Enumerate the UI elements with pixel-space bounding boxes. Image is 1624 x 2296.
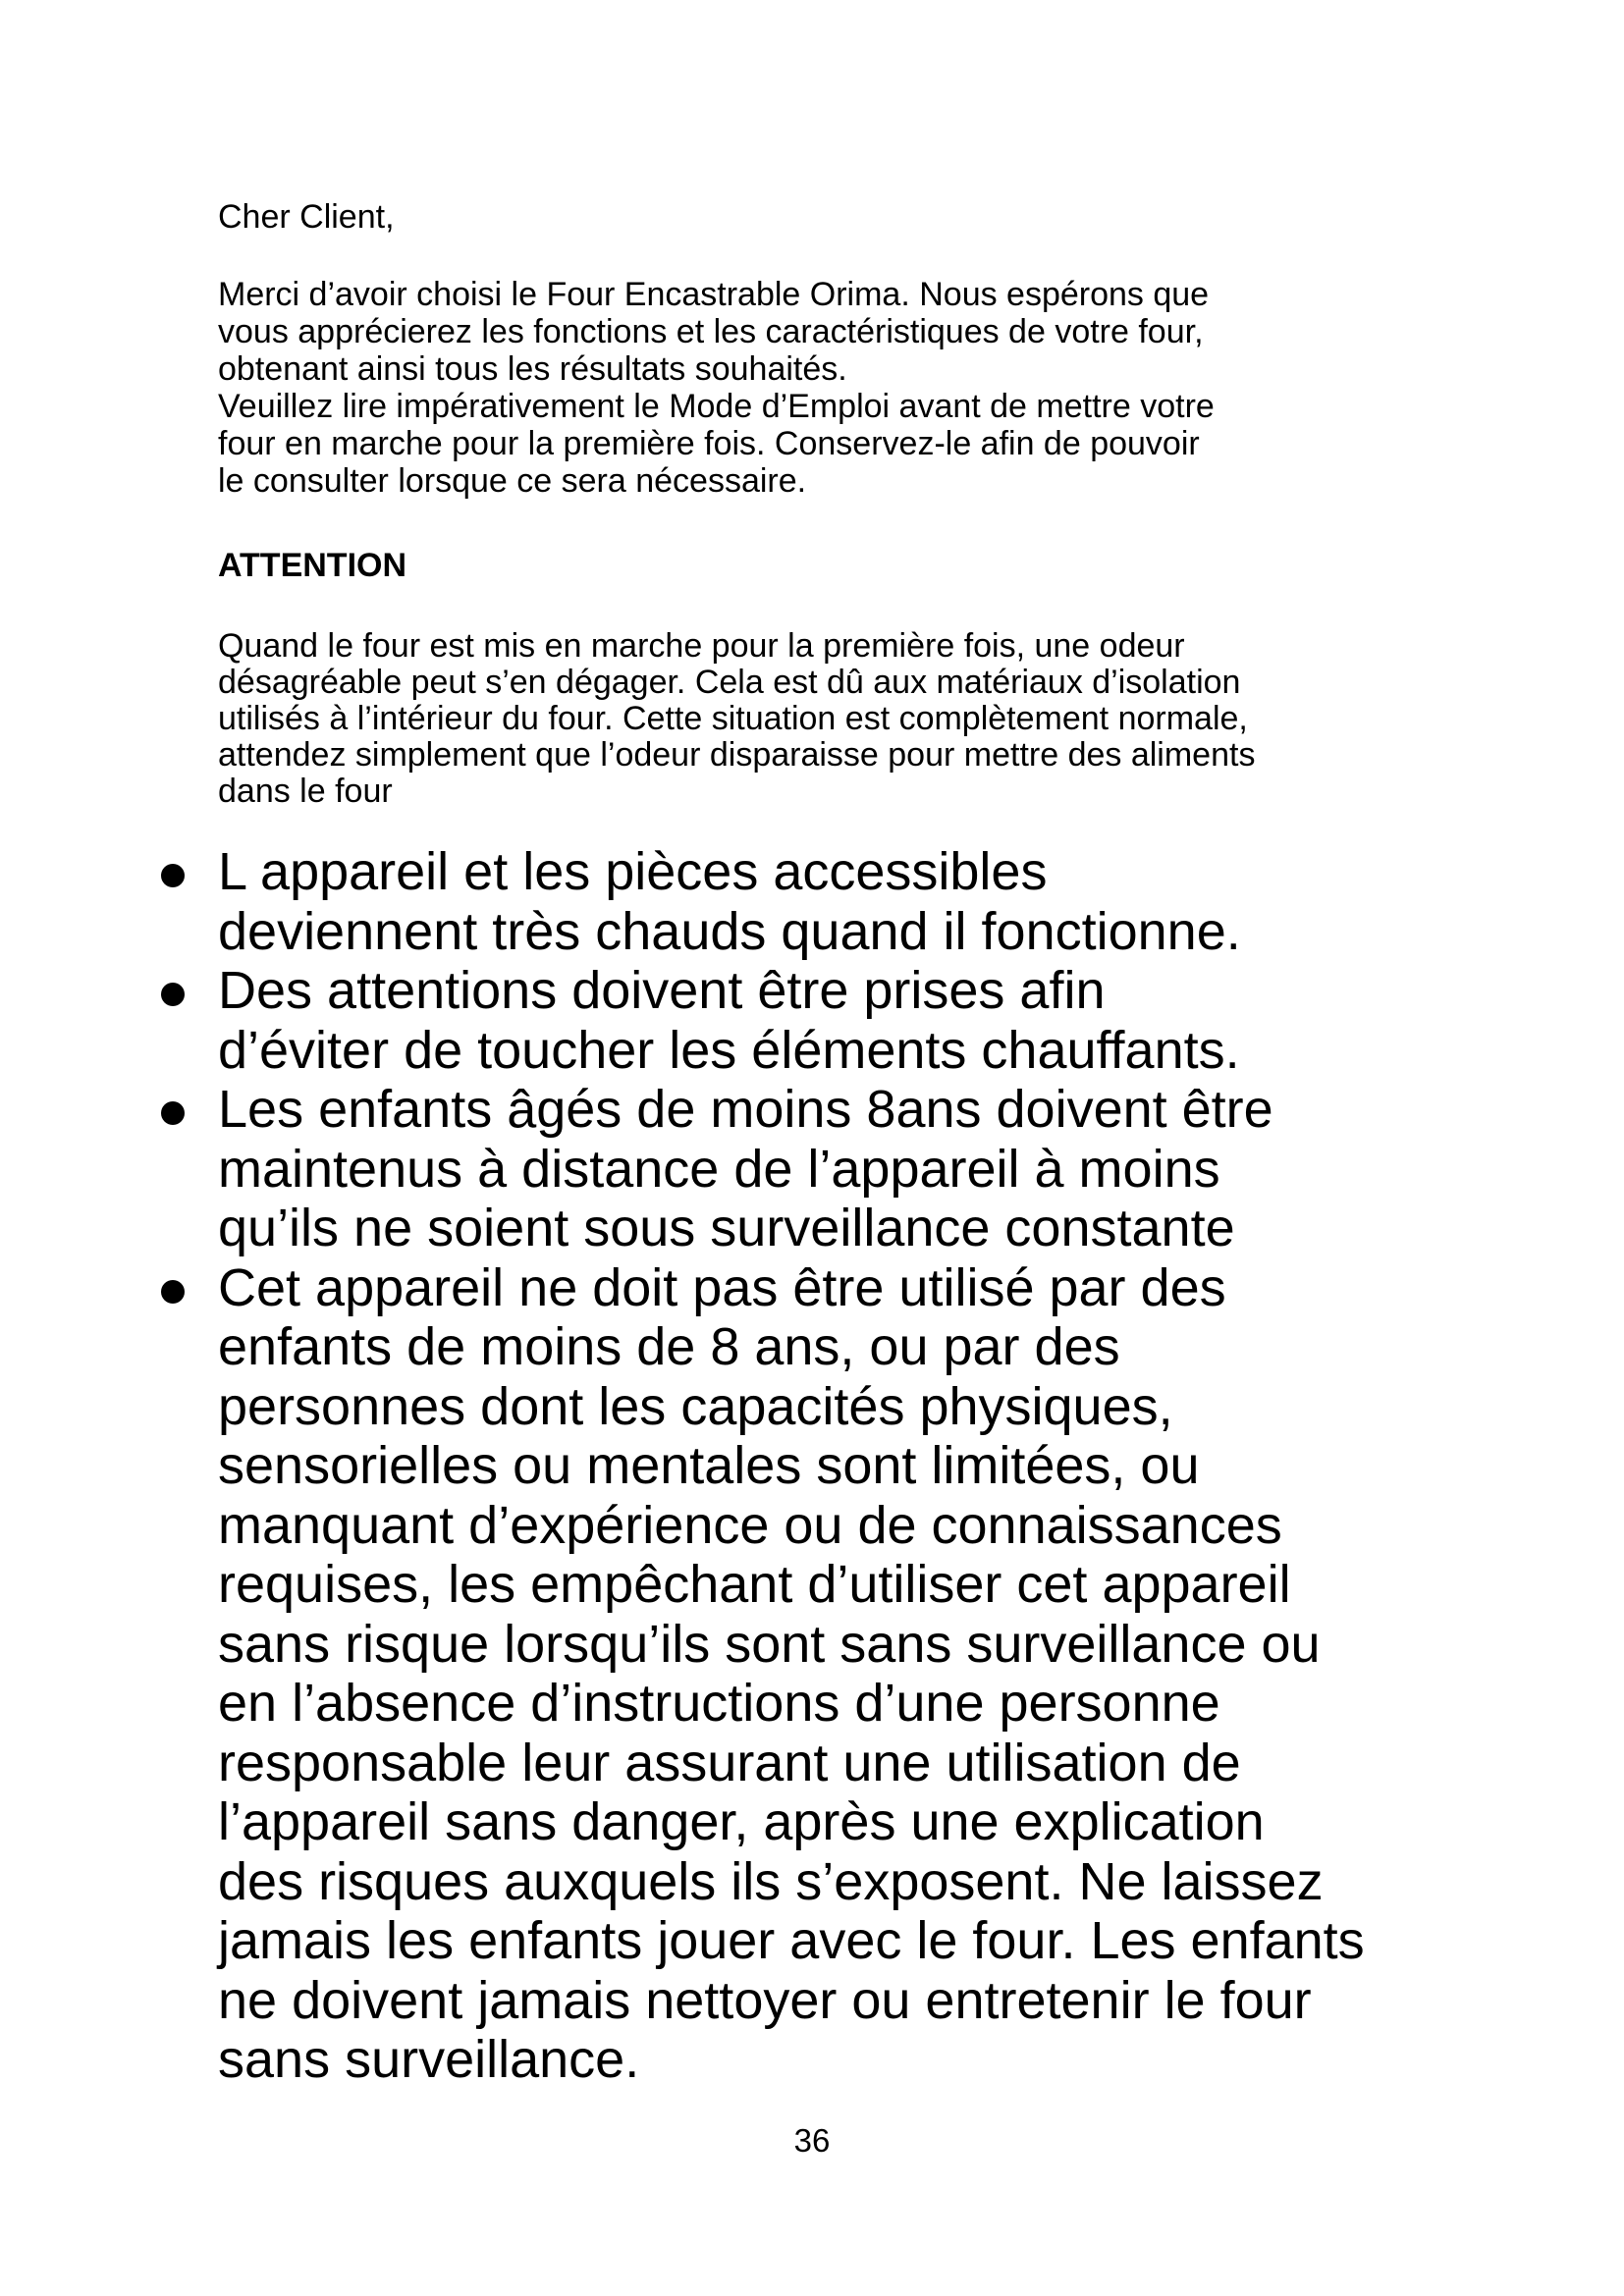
attention-paragraph: [218, 628, 1396, 810]
page-number: 36: [793, 2122, 831, 2159]
attention-heading: ATTENTION: [218, 547, 407, 584]
bullet-dot-icon: [161, 1101, 185, 1125]
bullet-line: Cet appareil ne doit pas être utilisé par des: [218, 1257, 1226, 1317]
bullet-line: sensorielles ou mentales sont limitées, ou: [218, 1436, 1200, 1495]
bullet-line: jamais les enfants jouer avec le four. Les enfants: [218, 1911, 1365, 1970]
bullet-item-usage-restrictions: [157, 1258, 1571, 2090]
bullet-line: ne doivent jamais nettoyer ou entretenir le four: [218, 1970, 1312, 2030]
intro-paragraph: [218, 276, 1396, 500]
bullet-item-hot-parts: [157, 842, 1571, 961]
bullet-line: manquant d’expérience ou de connaissances: [218, 1495, 1282, 1555]
intro-line: Veuillez lire impérativement le Mode d’Emploi avant de mettre votre: [218, 388, 1215, 425]
attention-line: dans le four: [218, 773, 393, 810]
bullet-line: Des attentions doivent être prises afin: [218, 961, 1106, 1020]
bullet-dot-icon: [161, 1280, 185, 1304]
attention-line: utilisés à l’intérieur du four. Cette situation est complètement normale,: [218, 700, 1248, 737]
bullet-line: Les enfants âgés de moins 8ans doivent être: [218, 1080, 1273, 1139]
bullet-line: en l’absence d’instructions d’une personne: [218, 1674, 1220, 1733]
bullet-line: responsable leur assurant une utilisation de: [218, 1733, 1241, 1792]
bullet-item-children-distance: [157, 1080, 1571, 1258]
bullet-line: des risques auxquels ils s’exposent. Ne laissez: [218, 1851, 1324, 1911]
bullet-line: enfants de moins de 8 ans, ou par des: [218, 1317, 1120, 1376]
bullet-line: sans risque lorsqu’ils sont sans surveillance ou: [218, 1614, 1321, 1674]
attention-line: attendez simplement que l’odeur disparaisse pour mettre des aliments: [218, 736, 1256, 774]
bullet-line: maintenus à distance de l’appareil à moins: [218, 1139, 1220, 1199]
safety-bullet-list: [157, 842, 1571, 2090]
bullet-line: L appareil et les pièces accessibles: [218, 842, 1048, 901]
bullet-dot-icon: [161, 864, 185, 887]
bullet-line: l’appareil sans danger, après une explication: [218, 1792, 1265, 1851]
intro-line: obtenant ainsi tous les résultats souhaités.: [218, 350, 847, 388]
bullet-line: personnes dont les capacités physiques,: [218, 1376, 1173, 1436]
attention-line: Quand le four est mis en marche pour la première fois, une odeur: [218, 627, 1185, 665]
intro-line: four en marche pour la première fois. Conservez-le afin de pouvoir: [218, 425, 1200, 462]
intro-line: vous apprécierez les fonctions et les caractéristiques de votre four,: [218, 313, 1204, 350]
salutation: [218, 198, 1396, 236]
bullet-dot-icon: [161, 983, 185, 1006]
intro-line: le consulter lorsque ce sera nécessaire.: [218, 462, 807, 500]
intro-line: Merci d’avoir choisi le Four Encastrable Orima. Nous espérons que: [218, 276, 1210, 313]
bullet-line: requises, les empêchant d’utiliser cet appareil: [218, 1555, 1291, 1614]
attention-line: désagréable peut s’en dégager. Cela est dû aux matériaux d’isolation: [218, 664, 1241, 701]
bullet-line: sans surveillance.: [218, 2030, 640, 2089]
bullet-line: deviennent très chauds quand il fonctionne.: [218, 901, 1241, 961]
salutation-text: Cher Client,: [218, 198, 395, 236]
bullet-item-avoid-heating-elements: [157, 961, 1571, 1080]
bullet-line: qu’ils ne soient sous surveillance constante: [218, 1199, 1235, 1257]
bullet-line: d’éviter de toucher les éléments chauffants.: [218, 1020, 1240, 1080]
